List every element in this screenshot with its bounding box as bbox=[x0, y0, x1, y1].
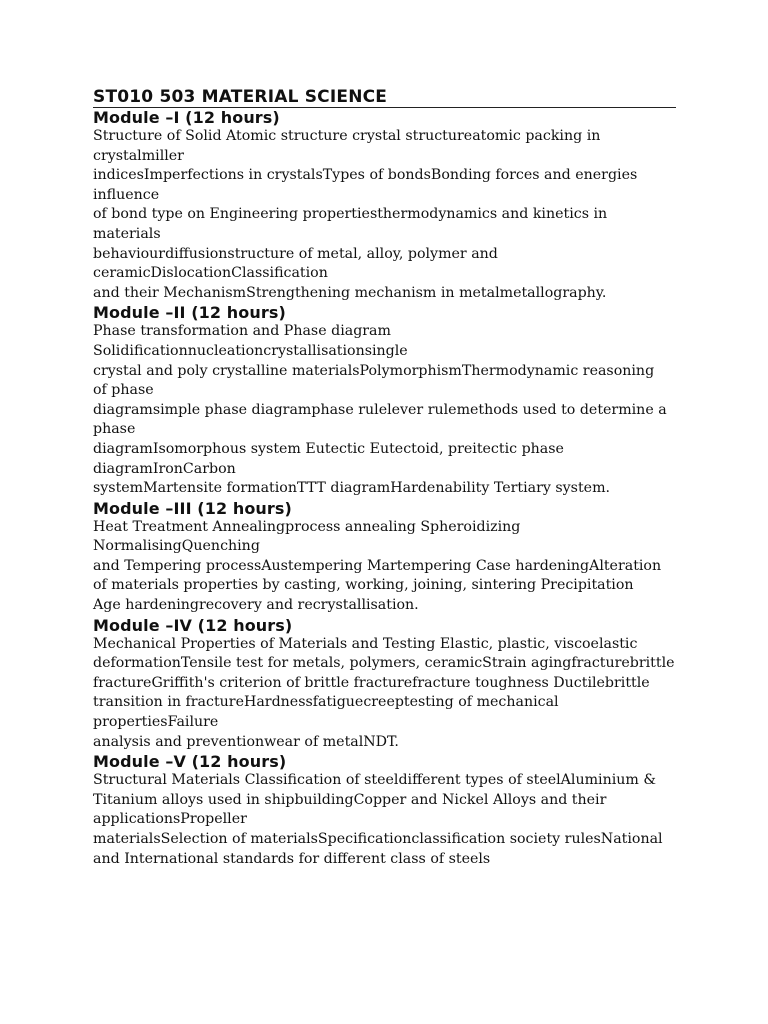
module-text-line: and Tempering processAustempering Martempering Case hardeningAlteration bbox=[93, 557, 662, 574]
module-text-line: Structural Materials Classification of steeldifferent types of steelAluminium & bbox=[93, 772, 656, 789]
module-text-line: transition in fractureHardnessfatiguecreeptesting of mechanical bbox=[93, 694, 559, 711]
module-text-line: Mechanical Properties of Materials and Testing Elastic, plastic, viscoelastic bbox=[93, 635, 638, 652]
module-text-line: fractureGriffith's criterion of brittle fracturefracture toughness Ductilebrittle bbox=[93, 674, 650, 691]
module-text-line: diagramIsomorphous system Eutectic Eutectoid, preitectic phase bbox=[93, 440, 564, 457]
module-text-line: of phase bbox=[93, 382, 154, 399]
module-text-line: and their MechanismStrengthening mechanism in metalmetallography. bbox=[93, 284, 607, 301]
module-text-line: deformationTensile test for metals, polymers, ceramicStrain agingfracturebrittle bbox=[93, 655, 675, 672]
module-section bbox=[93, 616, 683, 753]
module-text-line: systemMartensite formationTTT diagramHardenability Tertiary system. bbox=[93, 480, 611, 497]
module-text-line: influence bbox=[93, 186, 160, 203]
document-page bbox=[93, 87, 683, 869]
module-heading: Module –III (12 hours) bbox=[93, 498, 292, 518]
module-text-line: analysis and preventionwear of metalNDT. bbox=[93, 733, 399, 750]
module-text-line: and International standards for different class of steels bbox=[93, 850, 491, 867]
module-text-line: indicesImperfections in crystalsTypes of bondsBonding forces and energies bbox=[93, 167, 638, 184]
document-title: ST010 503 MATERIAL SCIENCE bbox=[93, 87, 388, 107]
module-section bbox=[93, 108, 683, 303]
module-text-line: crystalmiller bbox=[93, 147, 184, 164]
module-text-line: materialsSelection of materialsSpecificationclassification society rulesNational bbox=[93, 831, 663, 847]
module-text-line: Structure of Solid Atomic structure crystal structureatomic packing in bbox=[93, 128, 601, 144]
module-text-line: phase bbox=[93, 421, 136, 438]
module-text-line: diagramsimple phase diagramphase rulelever rulemethods used to determine a bbox=[93, 401, 667, 418]
module-text-line: Solidificationnucleationcrystallisationsingle bbox=[93, 342, 408, 359]
module-heading: Module –IV (12 hours) bbox=[93, 615, 293, 635]
module-text-line: behaviourdiffusionstructure of metal, alloy, polymer and bbox=[93, 245, 498, 262]
module-text-line: materials bbox=[93, 225, 161, 242]
modules-container bbox=[93, 108, 683, 869]
module-text-line: of materials properties by casting, working, joining, sintering Precipitation bbox=[93, 577, 634, 594]
module-section bbox=[93, 303, 683, 498]
module-heading: Module –II (12 hours) bbox=[93, 303, 286, 323]
module-text-line: ceramicDislocationClassification bbox=[93, 265, 328, 282]
module-text-line: propertiesFailure bbox=[93, 714, 219, 731]
module-section bbox=[93, 499, 683, 616]
module-text-line: Titanium alloys used in shipbuildingCopper and Nickel Alloys and their bbox=[93, 791, 607, 808]
module-text-line: diagramIronCarbon bbox=[93, 460, 236, 477]
module-text-line: Age hardeningrecovery and recrystallisation. bbox=[93, 597, 419, 614]
module-text-line: Phase transformation and Phase diagram bbox=[93, 323, 391, 340]
module-text-line: applicationsPropeller bbox=[93, 811, 247, 828]
module-text-line: of bond type on Engineering propertiesthermodynamics and kinetics in bbox=[93, 206, 608, 223]
module-text-line: Heat Treatment Annealingprocess annealing Spheroidizing bbox=[93, 518, 521, 535]
module-text-line: crystal and poly crystalline materialsPolymorphismThermodynamic reasoning bbox=[93, 362, 655, 379]
module-text-line: NormalisingQuenching bbox=[93, 538, 260, 555]
module-section bbox=[93, 752, 683, 869]
module-heading: Module –I (12 hours) bbox=[93, 108, 280, 127]
module-heading: Module –V (12 hours) bbox=[93, 752, 287, 772]
